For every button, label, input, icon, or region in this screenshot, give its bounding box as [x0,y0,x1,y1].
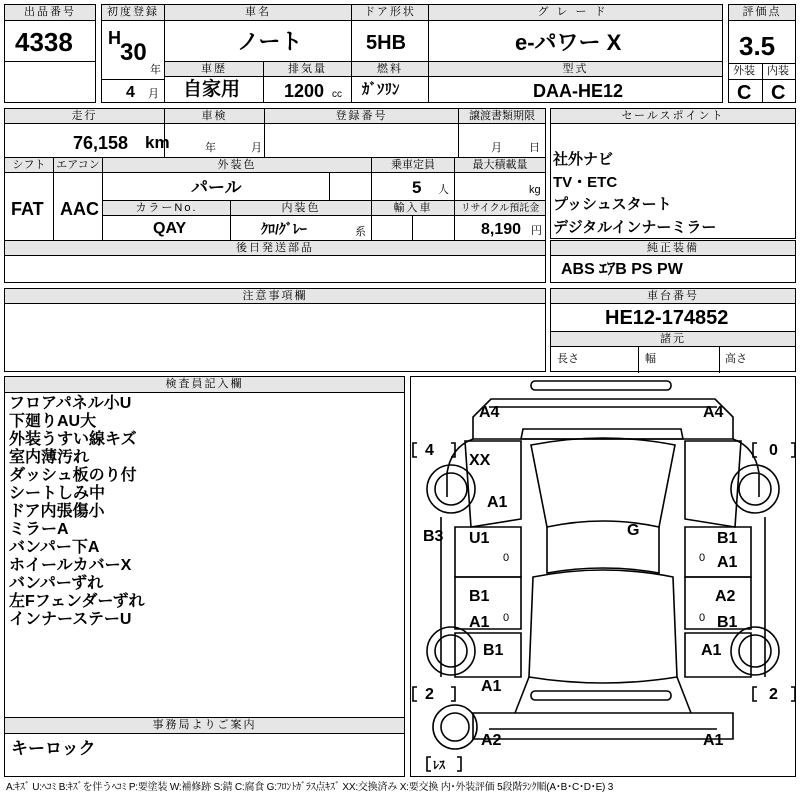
recycle-fee: 8,190 [481,221,522,238]
lot-number-blank [4,61,96,103]
max-load-header: 最大積載量 [455,158,545,173]
exterior-grade: C [737,82,752,104]
model-cell [428,61,723,103]
inspector-note: シートしみ中 [9,485,106,502]
transfer-deadline-header: 譲渡書類期限 [459,109,545,124]
fuel: ｶﾞｿﾘﾝ [362,81,400,98]
transfer-month-unit: 月 [491,142,502,154]
inspector-note: フロアパネル小U [9,395,132,412]
lot-number: 4338 [15,27,73,57]
inspector-notes [9,395,145,629]
width-label: 幅 [645,353,656,365]
damage-diagram [410,376,796,777]
ext-color-header: 外装色 [103,158,371,173]
mark-front-door-left-bottom: A1 [469,614,490,631]
displacement: 1200 [284,81,325,101]
zero-mark: 0 [503,552,510,564]
specs-header: 諸元 [551,331,795,347]
transfer-day-unit: 日 [529,142,540,154]
mileage-unit: km [145,133,170,152]
inspector-note: 下廻りAU大 [9,413,97,430]
office-notice: キーロック [11,739,96,758]
inspection-year-unit: 年 [205,142,216,154]
int-color-header: 内装色 [231,201,371,216]
recycle-header: リサイクル預託金 [455,201,545,216]
damage-legend: A:ｷｽﾞ U:ﾍｺﾐ B:ｷｽﾞを伴うﾍｺﾐ P:要塗装 W:補修跡 S:錆 C:腐食 G:ﾌﾛﾝﾄｶﾞﾗｽ点ｷｽﾞ XX:交換済み X:要交換 内･外装評価 5段階ﾗﾝｸ順(A･B･C･D･E) 3 [6,782,614,793]
sales-points-header: セールスポイント [551,109,795,124]
zero-mark: 0 [699,612,706,624]
mark-rear-quarter: XX [469,452,491,469]
first-registration-header: 初度登録 [102,5,164,21]
mileage: 76,158 [73,133,129,153]
exterior-label: 外装 [733,65,755,77]
grade-header: グレード [429,5,722,21]
inspector-note: インナーステーU [9,611,132,628]
fuel-cell [351,61,429,103]
history: 自家用 [183,79,241,100]
color-number-cell [102,200,231,241]
capacity-cell [371,157,455,201]
mark-rear-right: A4 [703,404,724,421]
mark-front-left: A2 [481,732,502,749]
car-name: ノート [237,29,303,54]
inspection-cell [164,108,265,158]
inspector-note: 左Fフェンダーずれ [9,593,145,610]
mark-front-right: A1 [703,732,724,749]
notes-cell [4,288,546,372]
sales-points-cell [550,108,796,239]
equipment: ABS ｴｱB PS PW [561,261,683,278]
mark-rear-left: A4 [479,404,500,421]
capacity: 5 [412,178,422,197]
tire-front-left: 2 [425,686,434,703]
registration-year: 30 [120,39,147,66]
zero-mark: 0 [699,552,706,564]
score-header: 評価点 [729,5,795,21]
mark-rear-wheel-left: A1 [487,494,508,511]
fuel-header: 燃料 [352,62,428,77]
inspector-note: ドア内張傷小 [9,503,105,520]
era: H [108,28,121,48]
inspector-cell [4,376,405,718]
lot-number-header: 出品番号 [5,5,95,21]
capacity-header: 乗車定員 [372,158,454,173]
registration-number-cell [264,108,459,158]
mark-front-door-right-bottom: B1 [717,614,738,631]
aircon-header: エアコン [54,158,102,173]
mark-front-fender-left: B1 [483,642,504,659]
length-label: 長さ [557,353,579,365]
import-header: 輸入車 [372,201,454,216]
zero-mark: 0 [503,612,510,624]
grade-cell [428,4,723,62]
color-number: QAY [153,220,187,237]
int-color: ｸﾛ/ｸﾞﾚｰ [261,221,307,237]
inspector-note: ホイールカバーX [9,557,132,574]
model-code: DAA-HE12 [533,81,624,101]
capacity-unit: 人 [438,184,449,196]
ext-color: パール [191,178,242,197]
car-name-cell [164,4,352,62]
sales-point-item: デジタルインナーミラー [553,218,717,236]
sales-points-list [553,149,716,239]
office-cell [4,717,405,777]
door-type: 5HB [366,32,407,54]
inspector-note: 外装うすい線キズ [9,431,137,448]
recycle-cell [454,200,546,241]
displacement-header: 排気量 [264,62,351,77]
displacement-cell [263,61,352,103]
color-number-header: カラーNo. [103,201,230,216]
recycle-unit: 円 [531,225,542,237]
car-outline [411,377,795,776]
inspector-header: 検査員記入欄 [5,377,404,393]
first-registration-cell [101,4,165,103]
mark-side-left: B3 [423,528,444,545]
grade: e-パワー X [515,30,622,55]
shift: FAT [11,199,44,219]
equipment-cell [550,240,796,283]
mark-roof: G [627,522,640,539]
tire-rear-left: 4 [425,442,434,459]
registration-month: 4 [126,84,135,101]
mark-rear-door-left: U1 [469,530,490,547]
inspector-note: バンパー下A [9,539,100,556]
max-load-cell [454,157,546,201]
import-cell [371,200,455,241]
year-unit: 年 [150,64,161,76]
history-header: 車歴 [165,62,263,77]
notes-header: 注意事項欄 [5,289,545,304]
mileage-header: 走行 [5,109,164,124]
height-label: 高さ [725,353,747,365]
inspection-month-unit: 月 [251,142,262,154]
chassis-header: 車台番号 [551,289,795,304]
door-header: ドア形状 [352,5,428,21]
max-load-unit: kg [529,184,541,196]
model-header: 型式 [429,62,722,77]
mark-front-fender-right: A1 [701,642,722,659]
spare-tire: ﾚｽ [433,758,446,772]
door-cell [351,4,429,62]
later-parts-cell [4,240,546,283]
tire-rear-right: 0 [769,442,778,459]
score-cell [728,4,796,103]
interior-grade: C [771,82,786,104]
displacement-unit: cc [332,89,342,100]
later-parts-header: 後日発送部品 [5,241,545,256]
tire-front-right: 2 [769,686,778,703]
int-color-cell [230,200,372,241]
equipment-header: 純正装備 [551,241,795,256]
mileage-cell [4,108,170,158]
inspector-note: 室内薄汚れ [9,449,90,466]
history-cell [164,61,264,103]
mark-front-door-right-top: A2 [715,588,736,605]
mark-front-door-left-top: B1 [469,588,490,605]
aircon-cell [53,157,103,241]
inspector-note: ミラーA [9,521,69,538]
int-color-unit: 系 [355,226,366,238]
inspector-note: ダッシュ板のり付 [9,467,137,484]
shift-header: シフト [5,158,53,173]
score-value: 3.5 [739,31,776,61]
transfer-deadline-cell [458,108,546,158]
interior-label: 内装 [767,65,789,77]
aircon: AAC [60,199,99,219]
mark-rear-door-right-top: B1 [717,530,738,547]
mark-rear-door-right-bottom: A1 [717,554,738,571]
lot-number-cell [4,4,96,62]
inspector-note: バンパーずれ [9,575,104,592]
chassis-cell [550,288,796,372]
shift-cell [4,157,54,241]
month-unit: 月 [148,88,159,100]
registration-number-header: 登録番号 [265,109,458,124]
sales-point-item: プッシュスタート [553,196,672,213]
mark-front-left-corner: A1 [481,678,502,695]
sales-point-item: 社外ナビ [553,151,614,168]
inspection-header: 車検 [165,109,264,124]
ext-color-cell [102,157,372,201]
chassis-number: HE12-174852 [605,307,729,329]
sales-point-item: TV・ETC [553,173,618,191]
office-header: 事務局よりご案内 [5,718,404,734]
car-name-header: 車名 [165,5,351,21]
